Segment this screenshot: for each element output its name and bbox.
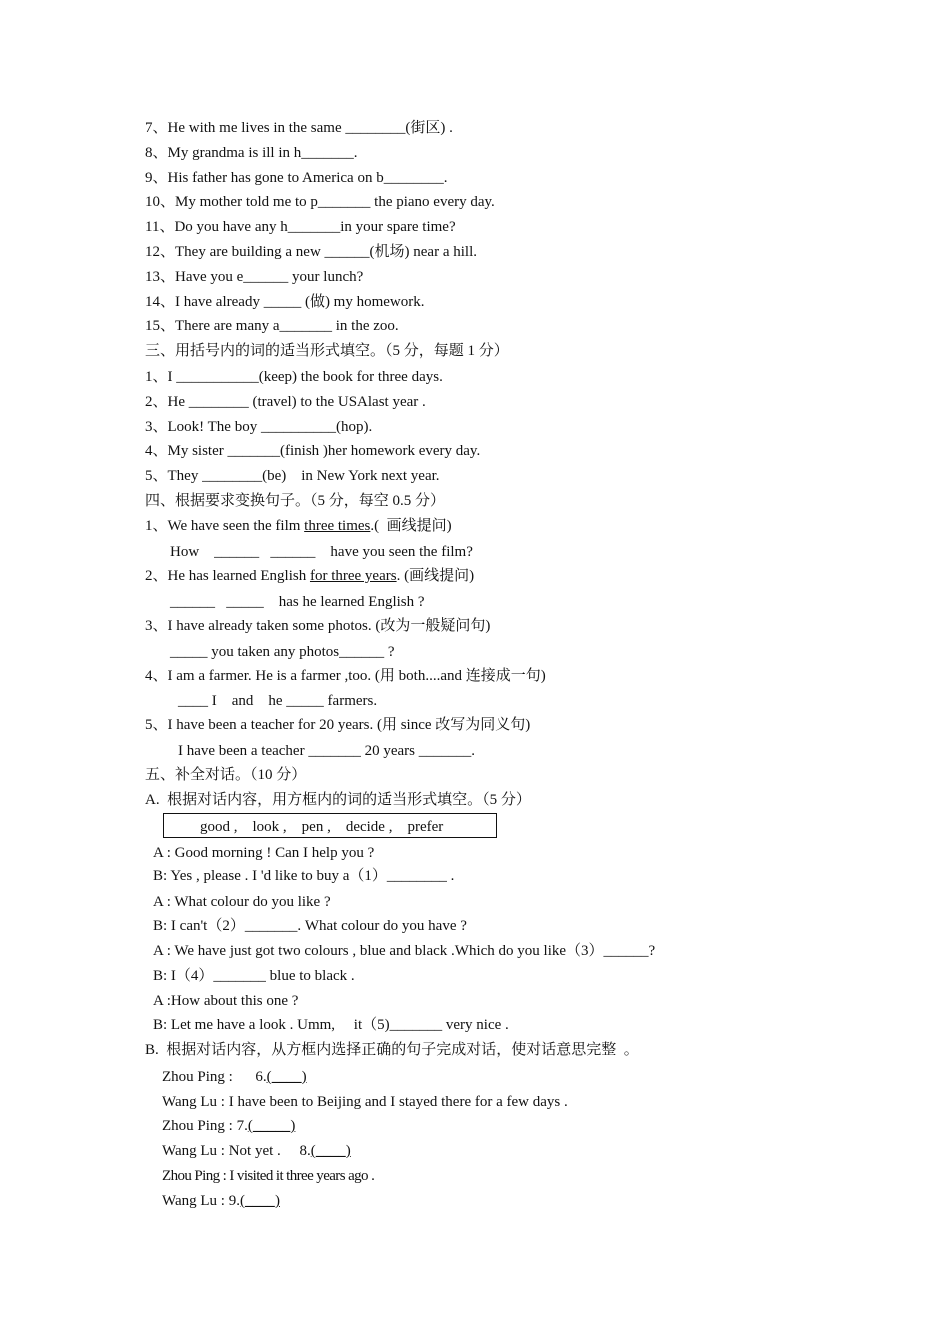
- answer-blank-6: (____): [266, 1069, 307, 1085]
- dialog-b-line-1: [162, 1068, 307, 1086]
- part3-item-2: 2、He ________ (travel) to the USAlast year .: [145, 394, 426, 410]
- question-9: 9、His father has gone to America on b________.: [145, 170, 448, 186]
- dialog-b-text: Zhou Ping : I visited it three years ago .: [162, 1168, 375, 1184]
- part3-item-5: 5、They ________(be) in New York next year.: [145, 468, 440, 484]
- part4-question-4: 4、I am a farmer. He is a farmer ,too. (用 both....and 连接成一句): [145, 668, 546, 684]
- dialog-a-line-7: A :How about this one ?: [153, 993, 299, 1009]
- part4-answer-1: How ______ ______ have you seen the film?: [170, 544, 473, 560]
- part4-question-5: 5、I have been a teacher for 20 years. (用 since 改写为同义句): [145, 717, 531, 733]
- part4-answer-4: ____ I and he _____ farmers.: [178, 693, 378, 709]
- q2-underlined: for three years: [309, 568, 397, 584]
- question-13: 13、Have you e______ your lunch?: [145, 269, 364, 285]
- q1-underlined: three times: [304, 518, 371, 534]
- question-14: 14、I have already _____ (做) my homework.: [145, 294, 425, 310]
- dialog-a-line-4: B: I can't（2）_______. What colour do you have ?: [153, 918, 467, 934]
- part4-answer-3: _____ you taken any photos______ ?: [170, 644, 395, 660]
- part4-answer-2: ______ _____ has he learned English ?: [170, 594, 425, 610]
- part5-a-heading: A. 根据对话内容，用方框内的词的适当形式填空。（5 分）: [145, 792, 531, 808]
- word-box: [163, 813, 497, 838]
- dialog-b-text: Wang Lu : 9.: [162, 1193, 240, 1209]
- part4-question-3: 3、I have already taken some photos. (改为一般疑问句): [145, 618, 491, 634]
- q1-instruction: .( 画线提问): [370, 518, 452, 534]
- dialog-b-line-4: [162, 1142, 351, 1160]
- q2-instruction: . (画线提问): [396, 568, 475, 584]
- q1-text: 1、We have seen the film: [145, 518, 305, 534]
- dialog-b-text: Zhou Ping : 7.: [162, 1118, 248, 1134]
- part4-question-2: [145, 567, 474, 585]
- section-3-heading: 三、用括号内的词的适当形式填空。（5 分，每题 1 分）: [145, 343, 509, 359]
- dialog-b-text: Wang Lu : Not yet . 8.: [162, 1143, 311, 1159]
- section-4-heading: 四、根据要求变换句子。（5 分，每空 0.5 分）: [145, 493, 446, 509]
- question-7: 7、He with me lives in the same ________(街区) .: [145, 120, 453, 136]
- dialog-a-line-5: A : We have just got two colours , blue and black .Which do you like（3）______?: [153, 943, 656, 959]
- dialog-b-text: Zhou Ping : 6.: [162, 1069, 267, 1085]
- dialog-b-text: Wang Lu : I have been to Beijing and I stayed there for a few days .: [162, 1094, 568, 1110]
- word-box-text: good , look , pen , decide , prefer: [200, 819, 444, 835]
- question-8: 8、My grandma is ill in h_______.: [145, 145, 358, 161]
- dialog-a-line-2: B: Yes , please . I 'd like to buy a（1）________ .: [153, 868, 455, 884]
- dialog-b-line-2: [162, 1093, 568, 1111]
- answer-blank-7: (_____): [247, 1118, 296, 1134]
- question-12: 12、They are building a new ______(机场) near a hill.: [145, 244, 477, 260]
- dialog-b-line-6: [162, 1192, 280, 1210]
- dialog-a-line-3: A : What colour do you like ?: [153, 894, 331, 910]
- question-10: 10、My mother told me to p_______ the piano every day.: [145, 194, 495, 210]
- part5-b-heading: B. 根据对话内容，从方框内选择正确的句子完成对话，使对话意思完整 。: [145, 1042, 639, 1058]
- part3-item-3: 3、Look! The boy __________(hop).: [145, 419, 373, 435]
- question-11: 11、Do you have any h_______in your spare time?: [145, 219, 456, 235]
- part4-answer-5: I have been a teacher _______ 20 years _______.: [178, 743, 475, 759]
- dialog-a-line-6: B: I（4）_______ blue to black .: [153, 968, 355, 984]
- answer-blank-8: (____): [310, 1143, 351, 1159]
- dialog-b-line-5: [162, 1167, 374, 1185]
- q2-text: 2、He has learned English: [145, 568, 310, 584]
- part3-item-1: 1、I ___________(keep) the book for three days.: [145, 369, 443, 385]
- dialog-a-line-8: B: Let me have a look . Umm, it（5)_______ very nice .: [153, 1017, 509, 1033]
- answer-blank-9: (____): [239, 1193, 280, 1209]
- section-5-heading: 五、补全对话。（10 分）: [145, 767, 307, 783]
- dialog-a-line-1: A : Good morning ! Can I help you ?: [153, 845, 375, 861]
- dialog-b-line-3: [162, 1117, 295, 1135]
- part3-item-4: 4、My sister _______(finish )her homework every day.: [145, 443, 481, 459]
- question-15: 15、There are many a_______ in the zoo.: [145, 318, 399, 334]
- part4-question-1: [145, 517, 452, 535]
